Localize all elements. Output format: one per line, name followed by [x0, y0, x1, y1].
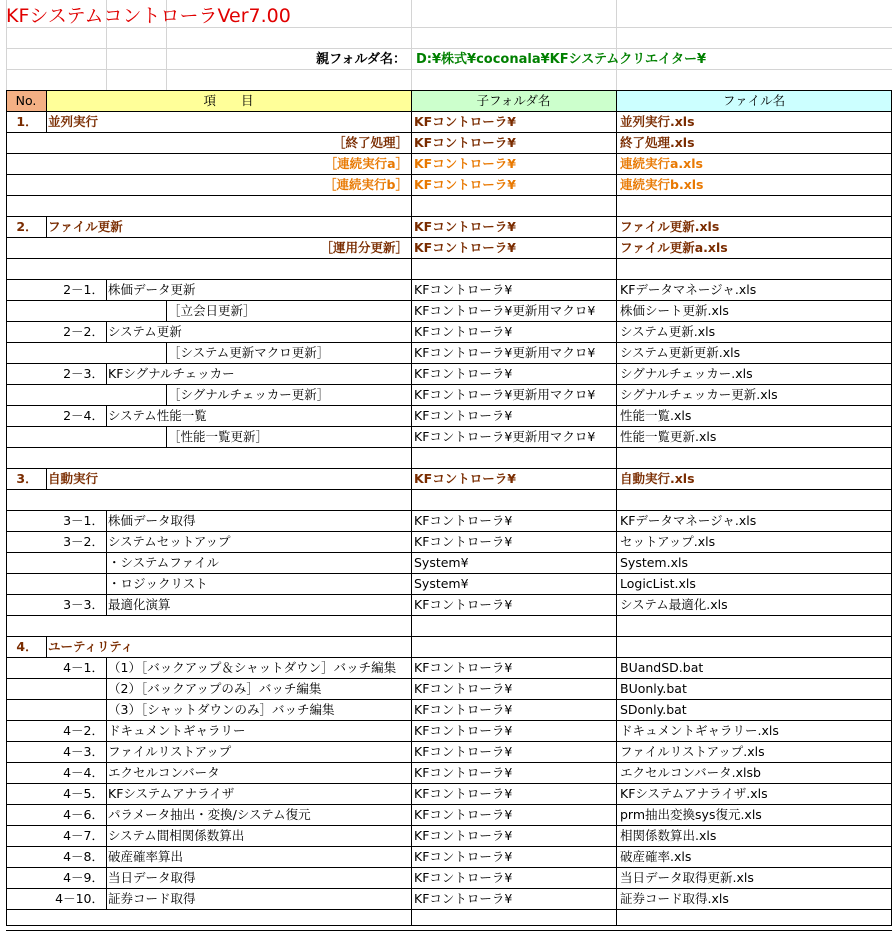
row-filename: KFシステムアナライザ.xls [620, 786, 768, 801]
row-divider [6, 825, 892, 826]
row-number: 4－5． [63, 786, 104, 801]
row-divider [6, 615, 892, 616]
row-divider [6, 153, 892, 154]
column-divider [46, 90, 47, 111]
row-filename: BUandSD.bat [620, 660, 704, 675]
row-filename: シグナルチェッカー.xls [620, 366, 753, 381]
row-label: システム間相関係数算出 [108, 828, 245, 843]
row-divider [6, 426, 892, 427]
row-label: ［連続実行b］ [324, 177, 408, 192]
gridline [6, 48, 892, 49]
row-filename: SDonly.bat [620, 702, 687, 717]
column-divider [46, 216, 47, 237]
row-label: 当日データ取得 [108, 870, 196, 885]
row-filename: ファイルリストアップ.xls [620, 744, 765, 759]
row-subfolder: KFコントローラ¥ [414, 366, 513, 381]
row-divider [6, 90, 892, 91]
row-subfolder: KFコントローラ¥更新用マクロ¥ [414, 387, 596, 402]
column-divider [166, 300, 167, 321]
row-filename: セットアップ.xls [620, 534, 716, 549]
row-number: 4． [16, 639, 38, 654]
row-label: ［性能一覧更新］ [168, 429, 269, 444]
row-filename: 性能一覧.xls [620, 408, 692, 423]
row-label: KFシステムアナライザ [108, 786, 235, 801]
row-divider [6, 258, 892, 259]
row-divider [6, 111, 892, 112]
row-number: 4－4． [63, 765, 104, 780]
row-divider [6, 594, 892, 595]
column-divider [46, 111, 47, 132]
column-divider [106, 657, 107, 678]
row-divider [6, 174, 892, 175]
header-filename: ファイル名 [616, 90, 892, 111]
row-divider [6, 300, 892, 301]
row-label: ［運用分更新］ [320, 240, 408, 255]
row-divider [6, 783, 892, 784]
row-label: ドキュメントギャラリー [108, 723, 246, 738]
row-number: 3－3． [63, 597, 104, 612]
row-number: 4－7． [63, 828, 104, 843]
gridline [616, 0, 617, 90]
row-filename: 株価シート更新.xls [620, 303, 729, 318]
column-divider [166, 342, 167, 363]
row-number: 3－2． [63, 534, 104, 549]
row-number: 4－10． [55, 891, 104, 906]
row-number: 4－9． [63, 870, 104, 885]
row-filename: 証券コード取得.xls [620, 891, 729, 906]
row-subfolder: KFコントローラ¥ [414, 870, 513, 885]
column-divider [106, 510, 107, 531]
row-filename: 連続実行a.xls [620, 156, 703, 171]
column-divider [106, 405, 107, 426]
row-subfolder: KFコントローラ¥ [414, 282, 513, 297]
row-divider [6, 804, 892, 805]
row-divider [6, 195, 892, 196]
row-filename: シグナルチェッカー更新.xls [620, 387, 778, 402]
column-divider [106, 720, 107, 741]
row-divider [6, 321, 892, 322]
row-divider [6, 447, 892, 448]
row-filename: ファイル更新.xls [620, 219, 720, 234]
row-label: システム更新 [108, 324, 182, 339]
column-divider [106, 741, 107, 762]
row-divider [6, 909, 892, 910]
column-divider [106, 699, 107, 720]
column-divider [106, 363, 107, 384]
row-filename: prm抽出変換sys復元.xls [620, 807, 762, 822]
row-divider [6, 888, 892, 889]
column-divider [106, 279, 107, 300]
row-filename: 並列実行.xls [620, 114, 695, 129]
row-label: 自動実行 [48, 471, 99, 486]
column-divider [106, 531, 107, 552]
row-number: 2－3． [63, 366, 104, 381]
column-divider [106, 867, 107, 888]
row-number: 4－6． [63, 807, 104, 822]
row-divider [6, 363, 892, 364]
row-subfolder [414, 636, 614, 657]
row-subfolder: KFコントローラ¥ [414, 534, 513, 549]
row-divider [6, 132, 892, 133]
row-label: 最適化演算 [108, 597, 171, 612]
row-subfolder: KFコントローラ¥ [414, 324, 513, 339]
row-divider [6, 678, 892, 679]
row-number: 2． [16, 219, 38, 234]
row-filename: 破産確率.xls [620, 849, 692, 864]
row-subfolder: KFコントローラ¥ [414, 408, 513, 423]
row-divider [6, 720, 892, 721]
row-label: 株価データ更新 [108, 282, 196, 297]
column-divider [166, 384, 167, 405]
column-divider [106, 321, 107, 342]
row-number: 4－1． [63, 660, 104, 675]
row-subfolder: KFコントローラ¥ [414, 786, 513, 801]
row-divider [6, 468, 892, 469]
row-label: ［シグナルチェッカー更新］ [168, 387, 330, 402]
row-label: 並列実行 [48, 114, 99, 129]
row-label: エクセルコンバータ [108, 765, 220, 780]
row-subfolder: KFコントローラ¥ [414, 765, 513, 780]
row-filename [620, 636, 890, 657]
row-number: 2－1． [63, 282, 104, 297]
app-title: KFシステムコントローラVer7.00 [6, 5, 291, 27]
row-divider [6, 867, 892, 868]
row-divider [6, 699, 892, 700]
row-number: 4－3． [63, 744, 104, 759]
row-filename: エクセルコンバータ.xlsb [620, 765, 761, 780]
column-divider [106, 552, 107, 573]
column-divider [106, 846, 107, 867]
row-filename: KFデータマネージャ.xls [620, 282, 757, 297]
column-divider [106, 804, 107, 825]
row-divider [6, 657, 892, 658]
row-subfolder: KFコントローラ¥ [414, 660, 513, 675]
column-divider [46, 468, 47, 489]
gridline [411, 0, 412, 90]
row-subfolder: KFコントローラ¥ [414, 744, 513, 759]
row-label: 証券コード取得 [108, 891, 196, 906]
row-divider [6, 741, 892, 742]
header-subfolder: 子フォルダ名 [411, 90, 616, 111]
row-label: ［連続実行a］ [324, 156, 408, 171]
row-filename: 自動実行.xls [620, 471, 695, 486]
row-subfolder: KFコントローラ¥ [414, 828, 513, 843]
row-label: （2）［バックアップのみ］バッチ編集 [108, 681, 322, 696]
row-subfolder: KFコントローラ¥ [414, 240, 516, 255]
column-divider [166, 426, 167, 447]
row-label: ファイル更新 [48, 219, 123, 234]
row-label: （1）［バックアップ＆シャットダウン］バッチ編集 [108, 660, 397, 675]
row-filename: ドキュメントギャラリー.xls [620, 723, 779, 738]
row-filename: 相関係数算出.xls [620, 828, 717, 843]
column-divider [106, 825, 107, 846]
row-subfolder: KFコントローラ¥更新用マクロ¥ [414, 303, 596, 318]
row-label: ・システムファイル [108, 555, 220, 570]
row-divider [6, 636, 892, 637]
row-subfolder: KFコントローラ¥ [414, 135, 516, 150]
row-label: システム性能一覧 [108, 408, 207, 423]
row-divider [6, 342, 892, 343]
row-filename: System.xls [620, 555, 688, 570]
row-filename: 当日データ取得更新.xls [620, 870, 754, 885]
row-number: 4－8． [63, 849, 104, 864]
row-filename: KFデータマネージャ.xls [620, 513, 757, 528]
row-number: 2－2． [63, 324, 104, 339]
row-filename: システム更新.xls [620, 324, 716, 339]
row-label: KFシグナルチェッカー [108, 366, 235, 381]
column-divider [106, 594, 107, 615]
row-label: ファイルリストアップ [108, 744, 232, 759]
row-subfolder: KFコントローラ¥ [414, 891, 513, 906]
row-divider [6, 489, 892, 490]
row-label: ［立会日更新］ [168, 303, 256, 318]
row-subfolder: KFコントローラ¥ [414, 597, 513, 612]
row-number: 1． [16, 114, 38, 129]
row-subfolder: KFコントローラ¥ [414, 681, 513, 696]
row-number: 4－2． [63, 723, 104, 738]
row-subfolder: KFコントローラ¥ [414, 219, 516, 234]
row-subfolder: KFコントローラ¥ [414, 702, 513, 717]
row-divider [6, 531, 892, 532]
row-filename: BUonly.bat [620, 681, 687, 696]
row-number: 2－4． [63, 408, 104, 423]
row-subfolder: KFコントローラ¥ [414, 807, 513, 822]
row-divider [6, 405, 892, 406]
row-subfolder: KFコントローラ¥ [414, 471, 516, 486]
row-label: パラメータ抽出・変換/システム復元 [108, 807, 311, 822]
header-item: 項 目 [46, 90, 411, 111]
parent-folder-value[interactable]: D:¥株式¥coconala¥KFシステムクリエイター¥ [416, 52, 707, 67]
row-divider [6, 237, 892, 238]
row-label: 破産確率算出 [108, 849, 184, 864]
row-filename: 性能一覧更新.xls [620, 429, 717, 444]
row-divider [6, 552, 892, 553]
row-filename: LogicList.xls [620, 576, 696, 591]
row-divider [6, 762, 892, 763]
row-label: ［終了処理］ [332, 135, 408, 150]
row-filename: ファイル更新a.xls [620, 240, 728, 255]
row-divider [6, 510, 892, 511]
parent-folder-label: 親フォルダ名： [316, 52, 406, 67]
column-divider [106, 573, 107, 594]
column-divider [46, 636, 47, 657]
row-divider [6, 384, 892, 385]
row-subfolder: KFコントローラ¥更新用マクロ¥ [414, 345, 596, 360]
row-filename: 連続実行b.xls [620, 177, 704, 192]
row-number: 3－1． [63, 513, 104, 528]
row-label: ［システム更新マクロ更新］ [168, 345, 330, 360]
row-label: （3）［シャットダウンのみ］バッチ編集 [108, 702, 335, 717]
header-no: No. [6, 90, 46, 111]
column-divider [106, 888, 107, 909]
row-filename: 終了処理.xls [620, 135, 695, 150]
row-divider [6, 279, 892, 280]
row-filename: システム更新更新.xls [620, 345, 741, 360]
row-label: システムセットアップ [108, 534, 231, 549]
column-divider [106, 678, 107, 699]
row-subfolder: KFコントローラ¥ [414, 156, 516, 171]
row-label: ユーティリティ [48, 639, 134, 654]
row-subfolder: KFコントローラ¥更新用マクロ¥ [414, 429, 596, 444]
row-subfolder: KFコントローラ¥ [414, 177, 516, 192]
row-number: 3． [16, 471, 38, 486]
column-divider [106, 783, 107, 804]
row-subfolder: KFコントローラ¥ [414, 114, 516, 129]
row-subfolder: System¥ [414, 576, 469, 591]
row-subfolder: KFコントローラ¥ [414, 513, 513, 528]
column-divider [106, 762, 107, 783]
row-subfolder: KFコントローラ¥ [414, 849, 513, 864]
row-label: ・ロジックリスト [108, 576, 208, 591]
row-subfolder: KFコントローラ¥ [414, 723, 513, 738]
row-divider [6, 846, 892, 847]
row-filename: システム最適化.xls [620, 597, 728, 612]
row-label: 株価データ取得 [108, 513, 196, 528]
row-divider [6, 216, 892, 217]
row-divider [6, 573, 892, 574]
row-subfolder: System¥ [414, 555, 469, 570]
